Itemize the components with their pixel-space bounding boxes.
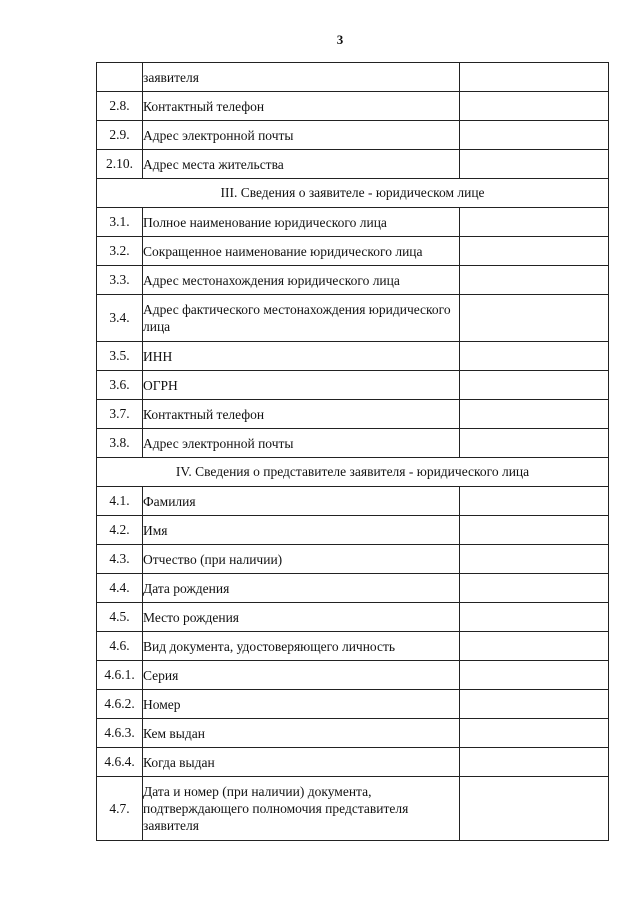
table-row xyxy=(97,121,609,150)
row-value-cell[interactable] xyxy=(460,208,609,237)
row-value-cell[interactable] xyxy=(460,400,609,429)
row-value-cell[interactable] xyxy=(460,661,609,690)
row-label: Дата рождения xyxy=(143,574,460,603)
row-number: 2.10. xyxy=(97,150,143,179)
row-number: 4.6.3. xyxy=(97,719,143,748)
table-row xyxy=(97,603,609,632)
table-row xyxy=(97,400,609,429)
row-number: 4.5. xyxy=(97,603,143,632)
row-label: Отчество (при наличии) xyxy=(143,545,460,574)
row-number: 4.6.2. xyxy=(97,690,143,719)
row-value-cell[interactable] xyxy=(460,429,609,458)
row-value-cell[interactable] xyxy=(460,150,609,179)
section-header-row xyxy=(97,458,609,487)
table-row xyxy=(97,661,609,690)
row-value-cell[interactable] xyxy=(460,342,609,371)
row-value-cell[interactable] xyxy=(460,487,609,516)
row-value-cell[interactable] xyxy=(460,690,609,719)
row-value-cell[interactable] xyxy=(460,632,609,661)
row-value-cell[interactable] xyxy=(460,545,609,574)
row-number xyxy=(97,63,143,92)
row-number: 3.3. xyxy=(97,266,143,295)
row-number: 4.2. xyxy=(97,516,143,545)
row-value-cell[interactable] xyxy=(460,295,609,342)
row-number: 3.1. xyxy=(97,208,143,237)
table-row xyxy=(97,690,609,719)
row-value-cell[interactable] xyxy=(460,371,609,400)
table-row xyxy=(97,266,609,295)
row-label: Вид документа, удостоверяющего личность xyxy=(143,632,460,661)
row-label: Контактный телефон xyxy=(143,92,460,121)
table-row xyxy=(97,487,609,516)
row-label: Контактный телефон xyxy=(143,400,460,429)
row-label: Дата и номер (при наличии) документа, подтверждающего полномочия представителя заявителя xyxy=(143,777,460,841)
row-number: 4.3. xyxy=(97,545,143,574)
application-form-table xyxy=(96,62,609,841)
table-row xyxy=(97,237,609,266)
row-label: ИНН xyxy=(143,342,460,371)
table-row xyxy=(97,545,609,574)
table-row xyxy=(97,719,609,748)
row-label: Сокращенное наименование юридического лица xyxy=(143,237,460,266)
page-number: 3 xyxy=(336,32,344,47)
row-number: 4.4. xyxy=(97,574,143,603)
row-value-cell[interactable] xyxy=(460,603,609,632)
row-number: 3.5. xyxy=(97,342,143,371)
row-number: 3.2. xyxy=(97,237,143,266)
row-label: Адрес места жительства xyxy=(143,150,460,179)
table-row xyxy=(97,150,609,179)
row-label: Место рождения xyxy=(143,603,460,632)
row-label: Полное наименование юридического лица xyxy=(143,208,460,237)
section-header-row xyxy=(97,179,609,208)
table-row xyxy=(97,429,609,458)
table-row xyxy=(97,516,609,545)
row-label: Номер xyxy=(143,690,460,719)
row-number: 3.8. xyxy=(97,429,143,458)
table-row xyxy=(97,208,609,237)
row-number: 4.7. xyxy=(97,777,143,841)
row-number: 2.9. xyxy=(97,121,143,150)
row-label: Серия xyxy=(143,661,460,690)
table-row xyxy=(97,777,609,841)
table-row xyxy=(97,63,609,92)
row-value-cell[interactable] xyxy=(460,121,609,150)
row-number: 3.4. xyxy=(97,295,143,342)
row-value-cell[interactable] xyxy=(460,574,609,603)
table-row xyxy=(97,371,609,400)
row-label: Имя xyxy=(143,516,460,545)
table-row xyxy=(97,295,609,342)
row-value-cell[interactable] xyxy=(460,92,609,121)
row-value-cell[interactable] xyxy=(460,63,609,92)
row-number: 4.6. xyxy=(97,632,143,661)
row-number: 4.6.1. xyxy=(97,661,143,690)
row-number: 4.6.4. xyxy=(97,748,143,777)
row-value-cell[interactable] xyxy=(460,777,609,841)
row-number: 4.1. xyxy=(97,487,143,516)
table-row xyxy=(97,574,609,603)
row-label: Адрес электронной почты xyxy=(143,121,460,150)
row-value-cell[interactable] xyxy=(460,719,609,748)
row-value-cell[interactable] xyxy=(460,266,609,295)
row-number: 2.8. xyxy=(97,92,143,121)
section-title-representative: IV. Сведения о представителе заявителя - юридического лица xyxy=(97,458,609,487)
row-value-cell[interactable] xyxy=(460,237,609,266)
row-number: 3.6. xyxy=(97,371,143,400)
table-row xyxy=(97,748,609,777)
row-value-cell[interactable] xyxy=(460,748,609,777)
row-label: Адрес фактического местонахождения юридического лица xyxy=(143,295,460,342)
row-label: Фамилия xyxy=(143,487,460,516)
section-title-legal-entity: III. Сведения о заявителе - юридическом лице xyxy=(97,179,609,208)
row-label: Адрес электронной почты xyxy=(143,429,460,458)
table-row xyxy=(97,342,609,371)
row-number: 3.7. xyxy=(97,400,143,429)
row-label: заявителя xyxy=(143,63,460,92)
row-label: ОГРН xyxy=(143,371,460,400)
table-row xyxy=(97,92,609,121)
row-label: Адрес местонахождения юридического лица xyxy=(143,266,460,295)
row-value-cell[interactable] xyxy=(460,516,609,545)
table-row xyxy=(97,632,609,661)
row-label: Кем выдан xyxy=(143,719,460,748)
row-label: Когда выдан xyxy=(143,748,460,777)
